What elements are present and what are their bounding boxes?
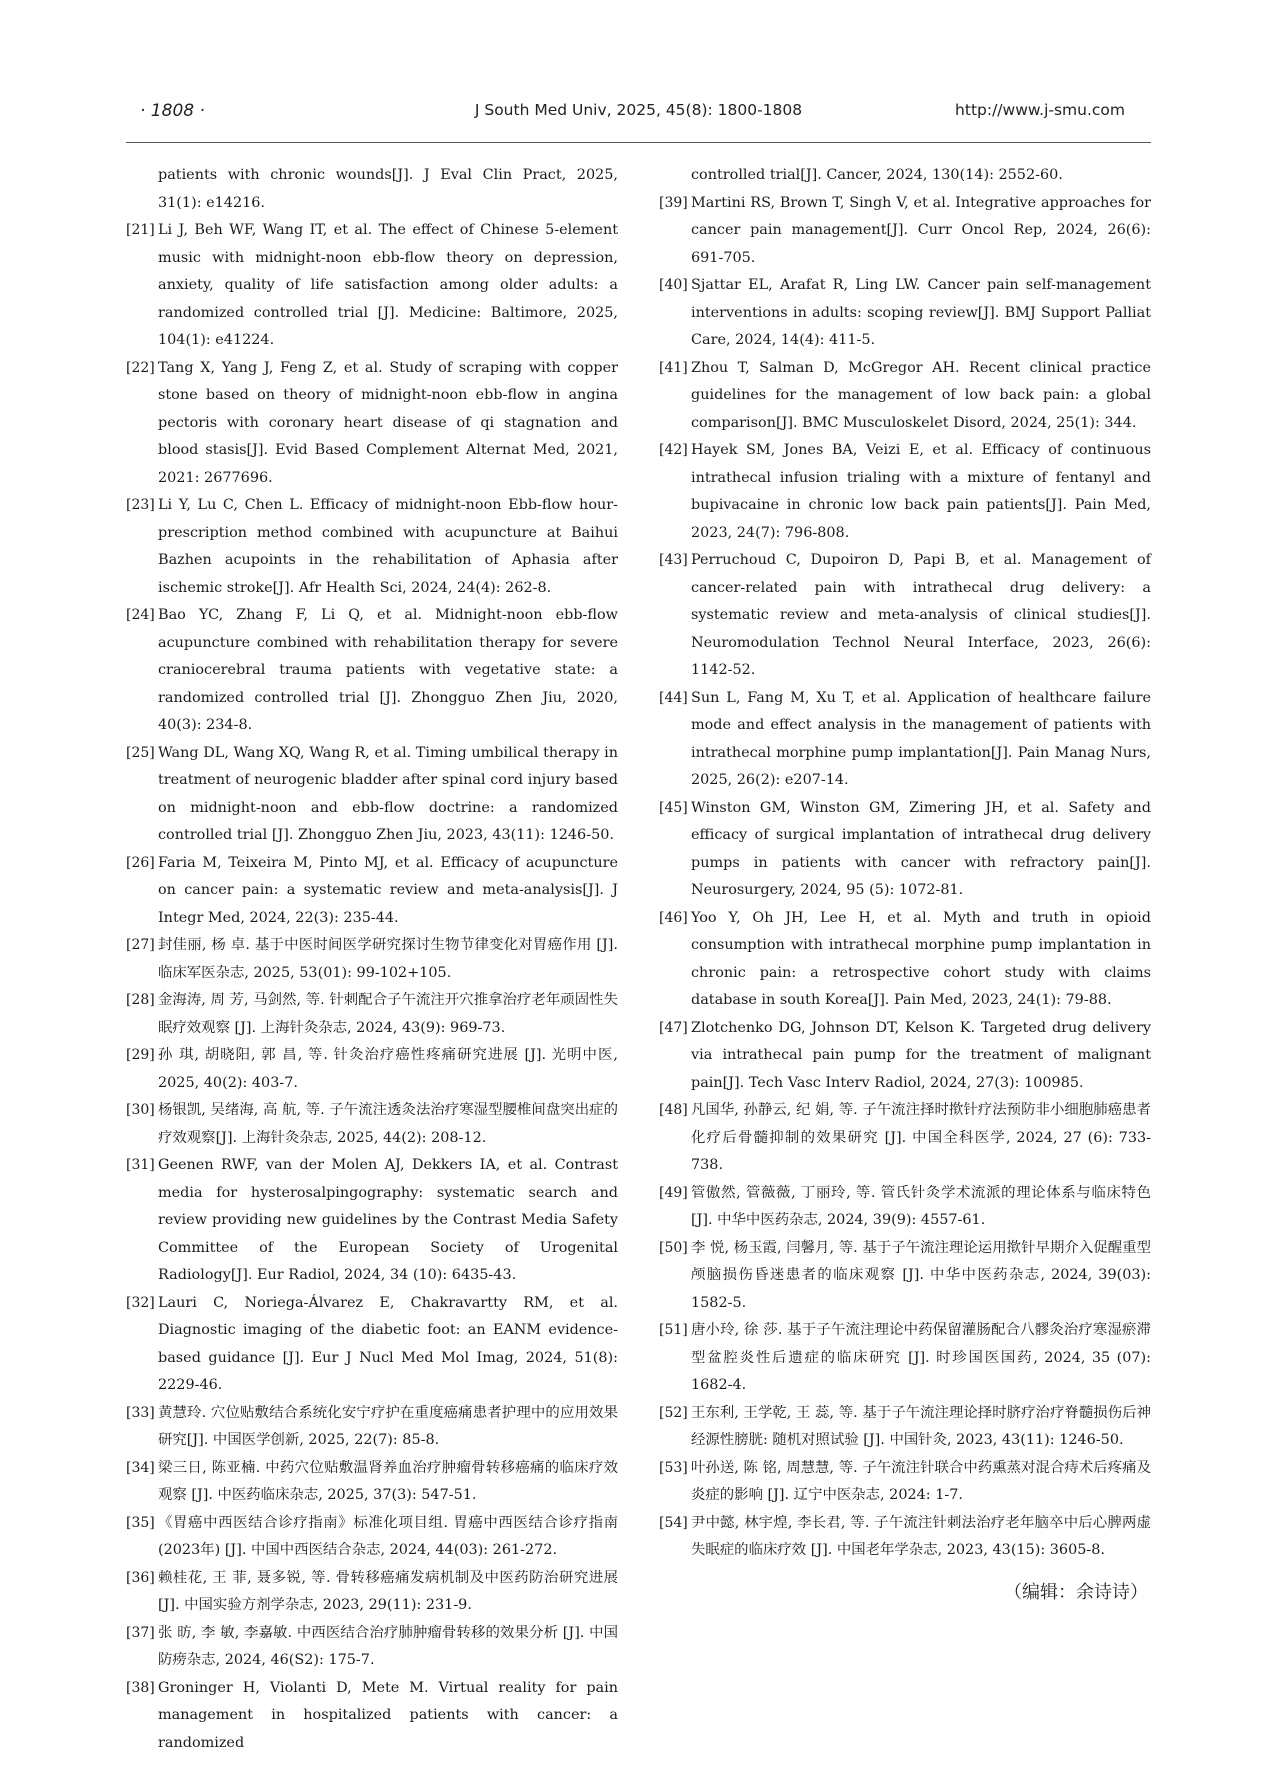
reference-entry bbox=[126, 1620, 618, 1675]
reference-text: 梁三日, 陈亚楠. 中药穴位贴敷温肾养血治疗肿瘤骨转移癌痛的临床疗效观察 [J]. 中医药临床杂志, 2025, 37(3): 547-51. bbox=[158, 1459, 618, 1503]
reference-number: [35] bbox=[126, 1514, 155, 1531]
reference-text: controlled trial[J]. Cancer, 2024, 130(14): 2552-60. bbox=[691, 167, 1063, 183]
page-number: · 1808 · bbox=[140, 101, 205, 121]
reference-entry bbox=[126, 987, 618, 1042]
reference-text: 封佳丽, 杨 卓. 基于中医时间医学研究探讨生物节律变化对胃癌作用 [J]. 临床军医杂志, 2025, 53(01): 99-102+105. bbox=[158, 937, 618, 981]
reference-number: [37] bbox=[126, 1624, 155, 1641]
journal-citation: J South Med Univ, 2025, 45(8): 1800-1808 bbox=[474, 101, 803, 119]
reference-text: 《胃癌中西医结合诊疗指南》标准化项目组. 胃癌中西医结合诊疗指南(2023年) [J]. 中国中西医结合杂志, 2024, 44(03): 261-272. bbox=[158, 1514, 618, 1558]
reference-column-right bbox=[659, 162, 1151, 1565]
reference-number: [28] bbox=[126, 992, 155, 1008]
reference-number: [39] bbox=[659, 194, 688, 211]
reference-text: 张 昉, 李 敏, 李嘉敏. 中西医结合治疗肺肿瘤骨转移的效果分析 [J]. 中国防痨杂志, 2024, 46(S2): 175-7. bbox=[158, 1624, 618, 1668]
reference-entry bbox=[126, 492, 618, 602]
reference-number: [42] bbox=[659, 442, 688, 458]
reference-entry bbox=[659, 272, 1151, 355]
reference-entry bbox=[659, 1317, 1151, 1400]
reference-text: 尹中懿, 林宇煌, 李长君, 等. 子午流注针刺法治疗老年脑卒中后心脾两虚失眠症的临床疗效 [J]. 中国老年学杂志, 2023, 43(15): 3605-8. bbox=[691, 1514, 1151, 1558]
reference-number: [43] bbox=[659, 552, 688, 568]
reference-text: Faria M, Teixeira M, Pinto MJ, et al. Efficacy of acupuncture on cancer pain: a systematic review and meta-analysis[J]. J Integr Med, 2024, 22(3): 235-44. bbox=[158, 854, 618, 926]
reference-text: Sun L, Fang M, Xu T, et al. Application of healthcare failure mode and effect analysis in the management of patients with intrathecal morphine pump implantation[J]. Pain Manag Nurs, 2025, 26(2): e207-14. bbox=[691, 689, 1151, 788]
reference-number: [36] bbox=[126, 1569, 155, 1586]
reference-entry bbox=[126, 740, 618, 850]
reference-text: Hayek SM, Jones BA, Veizi E, et al. Efficacy of continuous intrathecal infusion trialing with a mixture of fentanyl and bupivacaine in chronic low back pain patients[J]. Pain Med, 2023, 24(7): 796-808. bbox=[691, 442, 1151, 541]
reference-entry bbox=[126, 1290, 618, 1400]
reference-number: [41] bbox=[659, 359, 688, 376]
reference-number: [29] bbox=[126, 1047, 155, 1063]
reference-entry bbox=[659, 685, 1151, 795]
reference-entry bbox=[659, 355, 1151, 438]
reference-text: Wang DL, Wang XQ, Wang R, et al. Timing umbilical therapy in treatment of neurogenic bladder after spinal cord injury based on midnight-noon and ebb-flow doctrine: a randomized controlled trial [J]. Zhongguo Zhen Jiu, 2023, 43(11): 1246-50. bbox=[158, 744, 618, 843]
reference-text: Martini RS, Brown T, Singh V, et al. Integrative approaches for cancer pain management[J]. Curr Oncol Rep, 2024, 26(6): 691-705. bbox=[691, 194, 1151, 266]
reference-text: Winston GM, Winston GM, Zimering JH, et al. Safety and efficacy of surgical implantation of intrathecal drug delivery pumps in patients with cancer with refractory pain[J]. Neurosurgery, 2024, 95 (5): 1072-81. bbox=[691, 799, 1151, 898]
reference-text: Zhou T, Salman D, McGregor AH. Recent clinical practice guidelines for the management of low back pain: a global comparison[J]. BMC Musculoskelet Disord, 2024, 25(1): 344. bbox=[691, 359, 1151, 431]
reference-entry bbox=[126, 1400, 618, 1455]
reference-number: [45] bbox=[659, 799, 688, 816]
reference-entry bbox=[659, 1015, 1151, 1098]
reference-number: [23] bbox=[126, 497, 155, 513]
reference-text: Li Y, Lu C, Chen L. Efficacy of midnight-noon Ebb-flow hour-prescription method combined with acupuncture at Baihui Bazhen acupoints in the rehabilitation of Aphasia after ischemic stroke[J]. Afr Health Sci, 2024, 24(4): 262-8. bbox=[158, 497, 618, 596]
reference-text: 黄慧玲. 穴位贴敷结合系统化安宁疗护在重度癌痛患者护理中的应用效果研究[J]. 中国医学创新, 2025, 22(7): 85-8. bbox=[158, 1404, 618, 1448]
journal-url: http://www.j-smu.com bbox=[955, 101, 1125, 119]
reference-number: [47] bbox=[659, 1019, 688, 1036]
reference-number: [22] bbox=[126, 359, 155, 376]
reference-number: [24] bbox=[126, 607, 155, 623]
reference-entry bbox=[659, 1180, 1151, 1235]
reference-entry bbox=[126, 217, 618, 355]
reference-text: Zlotchenko DG, Johnson DT, Kelson K. Targeted drug delivery via intrathecal pain pump for the treatment of malignant pain[J]. Tech Vasc Interv Radiol, 2024, 27(3): 100985. bbox=[691, 1019, 1151, 1091]
reference-entry bbox=[659, 1510, 1151, 1565]
reference-text: Li J, Beh WF, Wang IT, et al. The effect of Chinese 5-element music with midnight-noon ebb-flow theory on depression, anxiety, quality of life satisfaction among older adults: a randomized controlled trial [J]. Medicine: Baltimore, 2025, 104(1): e41224. bbox=[158, 222, 618, 348]
reference-text: 唐小玲, 徐 莎. 基于子午流注理论中药保留灌肠配合八髎灸治疗寒湿瘀滞型盆腔炎性后遗症的临床研究 [J]. 时珍国医国药, 2024, 35 (07): 1682-4. bbox=[691, 1322, 1151, 1393]
reference-number: [38] bbox=[126, 1679, 155, 1696]
reference-number: [33] bbox=[126, 1404, 155, 1421]
reference-text: 金海涛, 周 芳, 马剑然, 等. 针刺配合子午流注开穴推拿治疗老年顽固性失眠疗效观察 [J]. 上海针灸杂志, 2024, 43(9): 969-73. bbox=[158, 992, 618, 1036]
reference-number: [44] bbox=[659, 689, 688, 706]
reference-number: [34] bbox=[126, 1459, 155, 1476]
reference-entry bbox=[126, 932, 618, 987]
editor-credit: （编辑：余诗诗） bbox=[1004, 1582, 1148, 1603]
reference-number: [50] bbox=[659, 1239, 688, 1256]
reference-entry bbox=[126, 602, 618, 740]
reference-number: [53] bbox=[659, 1459, 688, 1476]
reference-entry bbox=[126, 355, 618, 493]
reference-text: Geenen RWF, van der Molen AJ, Dekkers IA, et al. Contrast media for hysterosalpingography: systematic search and review providing new guidelines by the Contrast Media Safety Committee of the European Society of Urogenital Radiology[J]. Eur Radiol, 2024, 34 (10): 6435-43. bbox=[158, 1157, 618, 1283]
reference-text: Lauri C, Noriega-Álvarez E, Chakravartty RM, et al. Diagnostic imaging of the diabetic foot: an EANM evidence-based guidance [J]. Eur J Nucl Med Mol Imag, 2024, 51(8): 2229-46. bbox=[158, 1294, 618, 1393]
reference-text: 李 悦, 杨玉霞, 闫馨月, 等. 基于子午流注理论运用揿针早期介入促醒重型颅脑损伤昏迷患者的临床观察 [J]. 中华中医药杂志, 2024, 39(03): 1582-5. bbox=[691, 1239, 1151, 1311]
reference-number: [52] bbox=[659, 1404, 688, 1421]
reference-text: Yoo Y, Oh JH, Lee H, et al. Myth and truth in opioid consumption with intrathecal morphine pump implantation in chronic pain: a retrospective cohort study with claims database in south Korea[J]. Pain Med, 2023, 24(1): 79-88. bbox=[691, 909, 1151, 1008]
reference-text: Tang X, Yang J, Feng Z, et al. Study of scraping with copper stone based on theory of midnight-noon ebb-flow in angina pectoris with coronary heart disease of qi stagnation and blood stasis[J]. Evid Based Complement Alternat Med, 2021, 2021: 2677696. bbox=[158, 359, 618, 486]
reference-text: Groninger H, Violanti D, Mete M. Virtual reality for pain management in hospitalized patients with cancer: a randomized bbox=[158, 1679, 618, 1751]
reference-entry bbox=[659, 795, 1151, 905]
reference-text: Bao YC, Zhang F, Li Q, et al. Midnight-noon ebb-flow acupuncture combined with rehabilitation therapy for severe craniocerebral trauma patients with vegetative state: a randomized controlled trial [J]. Zhongguo Zhen Jiu, 2020, 40(3): 234-8. bbox=[158, 607, 618, 733]
reference-number: [25] bbox=[126, 744, 155, 761]
reference-text: 赖桂花, 王 菲, 聂多锐, 等. 骨转移癌痛发病机制及中医药防治研究进展[J]. 中国实验方剂学杂志, 2023, 29(11): 231-9. bbox=[158, 1569, 618, 1613]
reference-text: 杨银凯, 吴绪海, 高 航, 等. 子午流注透灸法治疗寒湿型腰椎间盘突出症的疗效观察[J]. 上海针灸杂志, 2025, 44(2): 208-12. bbox=[158, 1102, 618, 1146]
reference-text: 叶孙送, 陈 铭, 周慧慧, 等. 子午流注针联合中药熏蒸对混合痔术后疼痛及炎症的影响 [J]. 辽宁中医杂志, 2024: 1-7. bbox=[691, 1459, 1151, 1503]
reference-entry bbox=[126, 1565, 618, 1620]
reference-text: 孙 琪, 胡晓阳, 郭 昌, 等. 针灸治疗癌性疼痛研究进展 [J]. 光明中医, 2025, 40(2): 403-7. bbox=[158, 1047, 618, 1091]
reference-entry bbox=[659, 547, 1151, 685]
reference-entry bbox=[126, 850, 618, 933]
reference-number: [40] bbox=[659, 277, 688, 293]
reference-number: [30] bbox=[126, 1102, 155, 1118]
reference-entry bbox=[126, 1097, 618, 1152]
reference-entry bbox=[659, 190, 1151, 273]
reference-entry bbox=[659, 162, 1151, 190]
reference-entry bbox=[126, 1455, 618, 1510]
reference-number: [54] bbox=[659, 1514, 688, 1531]
reference-entry bbox=[659, 437, 1151, 547]
reference-entry bbox=[659, 1455, 1151, 1510]
reference-text: patients with chronic wounds[J]. J Eval Clin Pract, 2025, 31(1): e14216. bbox=[158, 167, 618, 211]
reference-entry bbox=[126, 1042, 618, 1097]
reference-entry bbox=[126, 162, 618, 217]
reference-number: [21] bbox=[126, 222, 155, 238]
reference-entry bbox=[659, 905, 1151, 1015]
reference-entry bbox=[126, 1510, 618, 1565]
running-header bbox=[126, 96, 1151, 136]
reference-number: [31] bbox=[126, 1157, 155, 1173]
reference-number: [32] bbox=[126, 1294, 155, 1311]
reference-number: [51] bbox=[659, 1322, 688, 1338]
reference-number: [46] bbox=[659, 909, 688, 926]
reference-number: [48] bbox=[659, 1102, 688, 1118]
reference-number: [27] bbox=[126, 937, 155, 953]
reference-entry bbox=[659, 1097, 1151, 1180]
header-rule bbox=[126, 142, 1151, 143]
reference-number: [49] bbox=[659, 1184, 688, 1201]
reference-number: [26] bbox=[126, 854, 155, 871]
reference-text: Perruchoud C, Dupoiron D, Papi B, et al. Management of cancer-related pain with intrathecal drug delivery: a systematic review and meta-analysis of clinical studies[J]. Neuromodulation Technol Neural Interface, 2023, 26(6): 1142-52. bbox=[691, 552, 1151, 678]
reference-text: Sjattar EL, Arafat R, Ling LW. Cancer pain self-management interventions in adults: scoping review[J]. BMJ Support Palliat Care, 2024, 14(4): 411-5. bbox=[691, 277, 1151, 348]
reference-entry bbox=[126, 1152, 618, 1290]
reference-text: 凡国华, 孙静云, 纪 娟, 等. 子午流注择时揿针疗法预防非小细胞肺癌患者化疗后骨髓抑制的效果研究 [J]. 中国全科医学, 2024, 27 (6): 733-738. bbox=[691, 1102, 1151, 1173]
reference-column-left bbox=[126, 162, 618, 1757]
reference-entry bbox=[126, 1675, 618, 1758]
reference-entry bbox=[659, 1235, 1151, 1318]
reference-text: 王东利, 王学乾, 王 蕊, 等. 基于子午流注理论择时脐疗治疗脊髓损伤后神经源性膀胱: 随机对照试验 [J]. 中国针灸, 2023, 43(11): 1246-50. bbox=[691, 1404, 1151, 1448]
reference-entry bbox=[659, 1400, 1151, 1455]
reference-text: 管傲然, 管薇薇, 丁丽玲, 等. 管氏针灸学术流派的理论体系与临床特色[J]. 中华中医药杂志, 2024, 39(9): 4557-61. bbox=[691, 1184, 1151, 1228]
